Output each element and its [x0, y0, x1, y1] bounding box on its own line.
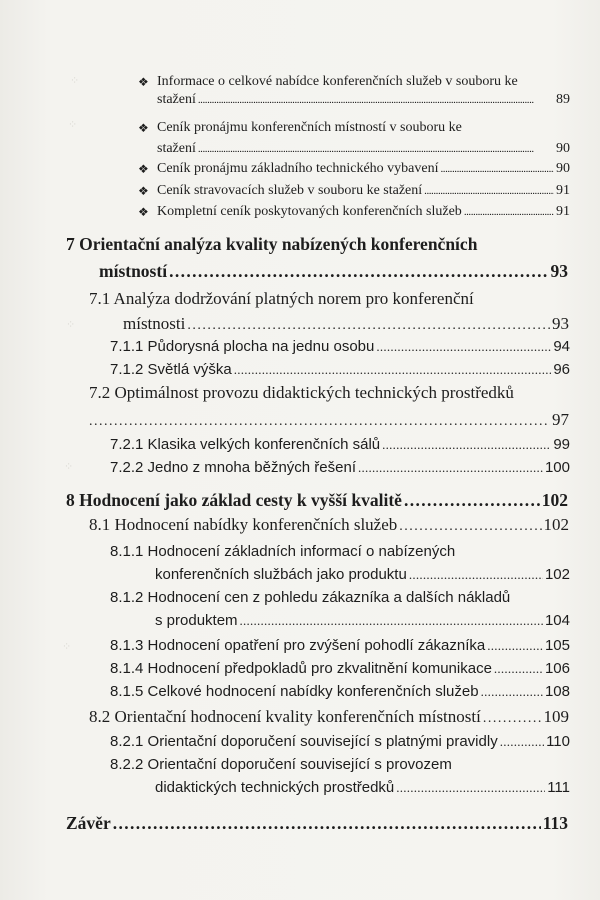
toc-subsection-7-1-1[interactable] [110, 336, 570, 357]
leader-dots [376, 336, 551, 357]
toc-bullet-entry[interactable] [138, 73, 570, 109]
toc-entry-title: 8.1.3 Hodnocení opatření pro zvýšení pohodlí zákazníka [110, 637, 486, 654]
leader-dots [483, 705, 542, 731]
leader-dots [481, 681, 543, 702]
leader-dots [89, 408, 550, 434]
toc-entry-title: 7 Orientační analýza kvality nabízených konferenčních [66, 234, 478, 254]
leader-dots [464, 203, 554, 221]
toc-page-number: 110 [546, 733, 570, 750]
toc-page-number: 99 [553, 436, 570, 453]
leader-dots [358, 457, 543, 478]
leader-dots [240, 610, 543, 631]
toc-entry-title: Závěr [66, 813, 111, 833]
leader-dots [198, 140, 554, 158]
toc-entry-title: 8.2 Orientační hodnocení kvality konferenčních místností [89, 707, 481, 726]
toc-entry-title: 7.1.1 Půdorysná plocha na jednu osobu [110, 338, 375, 355]
toc-entry-title: 8.2.1 Orientační doporučení související s platnými pravidly [110, 733, 498, 750]
toc-page-number: 89 [556, 92, 570, 107]
toc-page-number: 93 [552, 314, 569, 333]
toc-entry-title: 8.1.1 Hodnocení základních informací o nabízených [110, 543, 456, 560]
leader-dots [500, 731, 544, 752]
toc-entry-title-cont: místností [99, 261, 168, 281]
toc-subsection-8-2-2[interactable] [110, 754, 570, 798]
leader-dots [187, 312, 550, 338]
diamond-bullet-icon: ❖ [138, 75, 149, 89]
diamond-bullet-icon: ❖ [138, 162, 149, 176]
toc-page-number: 100 [544, 459, 570, 476]
toc-page-number: 102 [543, 515, 569, 534]
toc-bullet-entry[interactable] [138, 203, 570, 221]
leader-dots [234, 359, 552, 380]
toc-subsection-8-1-1[interactable] [110, 541, 570, 585]
toc-section-8-2[interactable] [89, 705, 569, 731]
toc-subsection-7-2-2[interactable] [110, 457, 570, 478]
leader-dots [399, 513, 541, 539]
show-through-mark: ⁘ [66, 319, 76, 331]
leader-dots [487, 635, 543, 656]
leader-dots [169, 259, 548, 283]
toc-bullet-entry[interactable] [138, 182, 570, 200]
toc-entry-title-cont: s produktem [155, 612, 238, 629]
leader-dots [440, 160, 554, 178]
diamond-bullet-icon: ❖ [138, 205, 149, 219]
toc-entry-title: 7.2 Optimálnost provozu didaktických technických prostředků [89, 383, 514, 402]
toc-subsection-7-1-2[interactable] [110, 359, 570, 380]
toc-chapter-8[interactable] [66, 488, 568, 512]
toc-page-number: 97 [552, 410, 569, 429]
show-through-mark: ⁘ [70, 75, 80, 87]
toc-page-number: 90 [556, 141, 570, 156]
toc-page-number: 96 [553, 361, 570, 378]
toc-page-number: 108 [544, 683, 570, 700]
toc-page-number: 90 [556, 161, 570, 176]
toc-entry-title: 8.2.2 Orientační doporučení související s provozem [110, 756, 452, 773]
toc-entry-title: 7.1 Analýza dodržování platných norem pro konferenční [89, 289, 474, 308]
toc-entry-title-cont: stažení [157, 141, 196, 156]
toc-page-number: 113 [542, 813, 568, 833]
diamond-bullet-icon: ❖ [138, 121, 149, 135]
toc-entry-title-cont: stažení [157, 92, 196, 107]
toc-bullet-entry[interactable] [138, 160, 570, 178]
toc-page-number: 104 [544, 612, 570, 629]
toc-subsection-8-2-1[interactable] [110, 731, 570, 752]
toc-entry-title: Kompletní ceník poskytovaných konferenčních služeb [157, 204, 462, 219]
toc-section-7-1[interactable] [89, 287, 569, 338]
toc-chapter-7[interactable] [66, 232, 568, 283]
toc-page-number: 91 [556, 204, 570, 219]
show-through-mark: ⁘ [64, 461, 74, 473]
toc-page-number: 111 [547, 779, 570, 796]
toc-entry-title: Ceník stravovacích služeb v souboru ke stažení [157, 183, 423, 198]
leader-dots [113, 811, 541, 835]
toc-entry-title: 8.1 Hodnocení nabídky konferenčních služeb [89, 515, 398, 534]
toc-page-number: 102 [544, 566, 570, 583]
toc-entry-title: 7.2.2 Jedno z mnoha běžných řešení [110, 459, 356, 476]
toc-entry-title: Ceník pronájmu konferenčních místností v souboru ke [157, 120, 462, 135]
leader-dots [494, 658, 543, 679]
toc-entry-title: 8.1.2 Hodnocení cen z pohledu zákazníka a dalších nákladů [110, 589, 511, 606]
toc-entry-title-cont: místnosti [123, 314, 186, 333]
toc-page-number: 102 [541, 490, 568, 510]
toc-entry-title: 8.1.5 Celkové hodnocení nabídky konferenčních služeb [110, 683, 479, 700]
show-through-mark: ⁘ [68, 119, 78, 131]
leader-dots [409, 564, 543, 585]
toc-entry-title: 7.2.1 Klasika velkých konferenčních sálů [110, 436, 381, 453]
toc-entry-title: Ceník pronájmu základního technického vybavení [157, 161, 439, 176]
toc-page-number: 93 [550, 261, 568, 281]
toc-conclusion[interactable] [66, 811, 568, 835]
toc-entry-title: 7.1.2 Světlá výška [110, 361, 232, 378]
toc-page-number: 105 [544, 637, 570, 654]
leader-dots [198, 91, 554, 109]
toc-bullet-entry[interactable] [138, 119, 570, 158]
toc-subsection-8-1-3[interactable] [110, 635, 570, 656]
toc-page-number: 91 [556, 183, 570, 198]
toc-entry-title-cont: konferenčních službách jako produktu [155, 566, 407, 583]
leader-dots [404, 488, 540, 512]
leader-dots [382, 434, 551, 455]
toc-subsection-8-1-2[interactable] [110, 587, 570, 631]
toc-section-8-1[interactable] [89, 513, 569, 539]
diamond-bullet-icon: ❖ [138, 184, 149, 198]
toc-entry-title: Informace o celkové nabídce konferenčních služeb v souboru ke [157, 74, 518, 89]
toc-page-number: 109 [543, 707, 569, 726]
leader-dots [424, 182, 554, 200]
toc-subsection-8-1-4[interactable] [110, 658, 570, 679]
toc-entry-title: 8 Hodnocení jako základ cesty k vyšší kvalitě [66, 490, 402, 510]
toc-section-7-2[interactable] [89, 381, 569, 434]
toc-subsection-8-1-5[interactable] [110, 681, 570, 702]
toc-entry-title-cont: didaktických technických prostředků [155, 779, 395, 796]
toc-page-number: 94 [553, 338, 570, 355]
toc-subsection-7-2-1[interactable] [110, 434, 570, 455]
toc-entry-title: 8.1.4 Hodnocení předpokladů pro zkvalitnění komunikace [110, 660, 492, 677]
show-through-mark: ⁘ [62, 641, 72, 653]
toc-page-number: 106 [544, 660, 570, 677]
leader-dots [396, 777, 545, 798]
